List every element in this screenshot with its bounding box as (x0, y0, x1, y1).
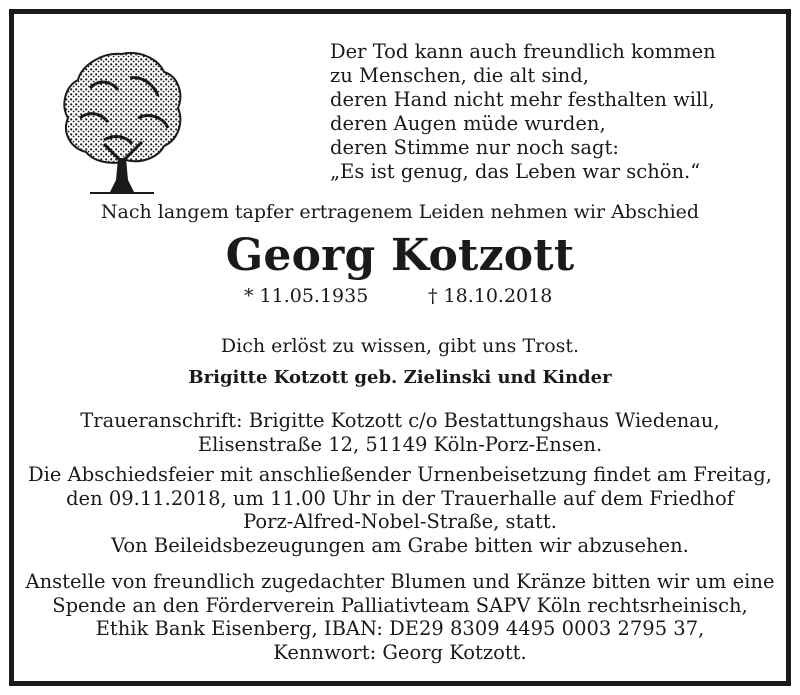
poem-line: deren Stimme nur noch sagt: (330, 136, 619, 159)
ceremony-line: Von Beileidsbezeugungen am Grabe bitten wir abzusehen. (111, 533, 689, 557)
family-signature: Brigitte Kotzott geb. Zielinski und Kinder (188, 367, 612, 388)
death-date: † 18.10.2018 (428, 285, 553, 307)
consolation-text: Dich erlöst zu wissen, gibt uns Trost. (220, 335, 580, 357)
donation-request (0, 570, 800, 664)
poem (330, 40, 716, 184)
tree-icon (60, 48, 184, 196)
poem-line: deren Augen müde wurden, (330, 112, 606, 135)
mourning-address (0, 409, 800, 456)
donation-line: Anstelle von freundlich zugedachter Blumen und Kränze bitten wir um eine (25, 570, 775, 593)
address-line: Traueranschrift: Brigitte Kotzott c/o Bestattungshaus Wiedenau, (80, 409, 720, 432)
ceremony-line: den 09.11.2018, um 11.00 Uhr in der Trauerhalle auf dem Friedhof (66, 486, 734, 510)
address-line: Elisenstraße 12, 51149 Köln-Porz-Ensen. (197, 432, 603, 456)
poem-line: deren Hand nicht mehr festhalten will, (330, 88, 715, 111)
ceremony-details (0, 463, 800, 557)
donation-line: Spende an den Förderverein Palliativteam SAPV Köln rechtsrheinisch, (52, 593, 748, 617)
intro-text: Nach langem tapfer ertragenem Leiden nehmen wir Abschied (100, 201, 700, 223)
donation-line: Ethik Bank Eisenberg, IBAN: DE29 8309 4495 0003 2795 37, (95, 617, 705, 640)
ceremony-line: Porz-Alfred-Nobel-Straße, statt. (243, 510, 557, 533)
poem-line: „Es ist genug, das Leben war schön.“ (330, 160, 701, 183)
birth-date: * 11.05.1935 (244, 285, 369, 307)
ceremony-line: Die Abschiedsfeier mit anschließender Urnenbeisetzung findet am Freitag, (28, 463, 772, 486)
deceased-name: Georg Kotzott (225, 230, 575, 281)
poem-line: Der Tod kann auch freundlich kommen (330, 40, 716, 63)
donation-line: Kennwort: Georg Kotzott. (273, 640, 527, 664)
poem-line: zu Menschen, die alt sind, (330, 64, 589, 87)
